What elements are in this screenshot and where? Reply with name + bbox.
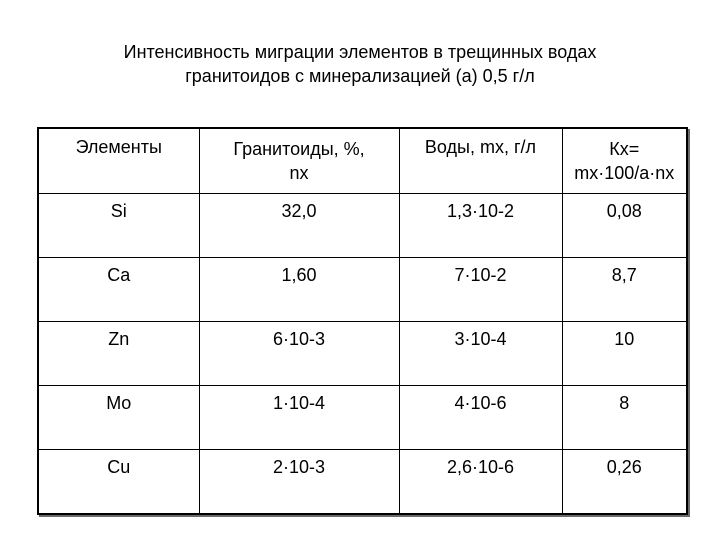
title-line-1: Интенсивность миграции элементов в трещинных водах (123, 42, 597, 62)
title-line-2: гранитоидов с минерализацией (а) 0,5 г/л (185, 66, 535, 86)
cell-element: Mo (38, 386, 199, 450)
cell-element: Ca (38, 258, 199, 322)
table-row (38, 258, 687, 322)
table-row (38, 322, 687, 386)
cell-element: Zn (38, 322, 199, 386)
cell-element: Cu (38, 450, 199, 515)
cell-granitoids: 1·10-4 (199, 386, 399, 450)
cell-waters: 7·10-2 (399, 258, 562, 322)
cell-kx: 8 (562, 386, 687, 450)
header-granitoids (199, 128, 399, 194)
header-kx-line1: Кх= (609, 139, 640, 159)
page-title (0, 40, 720, 88)
cell-waters: 1,3·10-2 (399, 194, 562, 258)
cell-waters: 2,6·10-6 (399, 450, 562, 515)
cell-waters: 4·10-6 (399, 386, 562, 450)
table-row (38, 386, 687, 450)
cell-waters: 3·10-4 (399, 322, 562, 386)
header-granitoids-line2: nx (289, 163, 309, 183)
cell-granitoids: 2·10-3 (199, 450, 399, 515)
header-elements: Элементы (38, 128, 199, 194)
cell-kx: 0,26 (562, 450, 687, 515)
header-kx-line2: mx·100/a·nx (574, 163, 675, 183)
cell-granitoids: 1,60 (199, 258, 399, 322)
cell-granitoids: 6·10-3 (199, 322, 399, 386)
header-kx (562, 128, 687, 194)
header-waters: Воды, mx, г/л (399, 128, 562, 194)
cell-granitoids: 32,0 (199, 194, 399, 258)
table-row (38, 450, 687, 515)
header-granitoids-line1: Гранитоиды, %, (233, 139, 365, 159)
table-header-row (38, 128, 687, 194)
cell-kx: 10 (562, 322, 687, 386)
cell-kx: 8,7 (562, 258, 687, 322)
table-row (38, 194, 687, 258)
migration-table (37, 127, 688, 515)
cell-element: Si (38, 194, 199, 258)
cell-kx: 0,08 (562, 194, 687, 258)
